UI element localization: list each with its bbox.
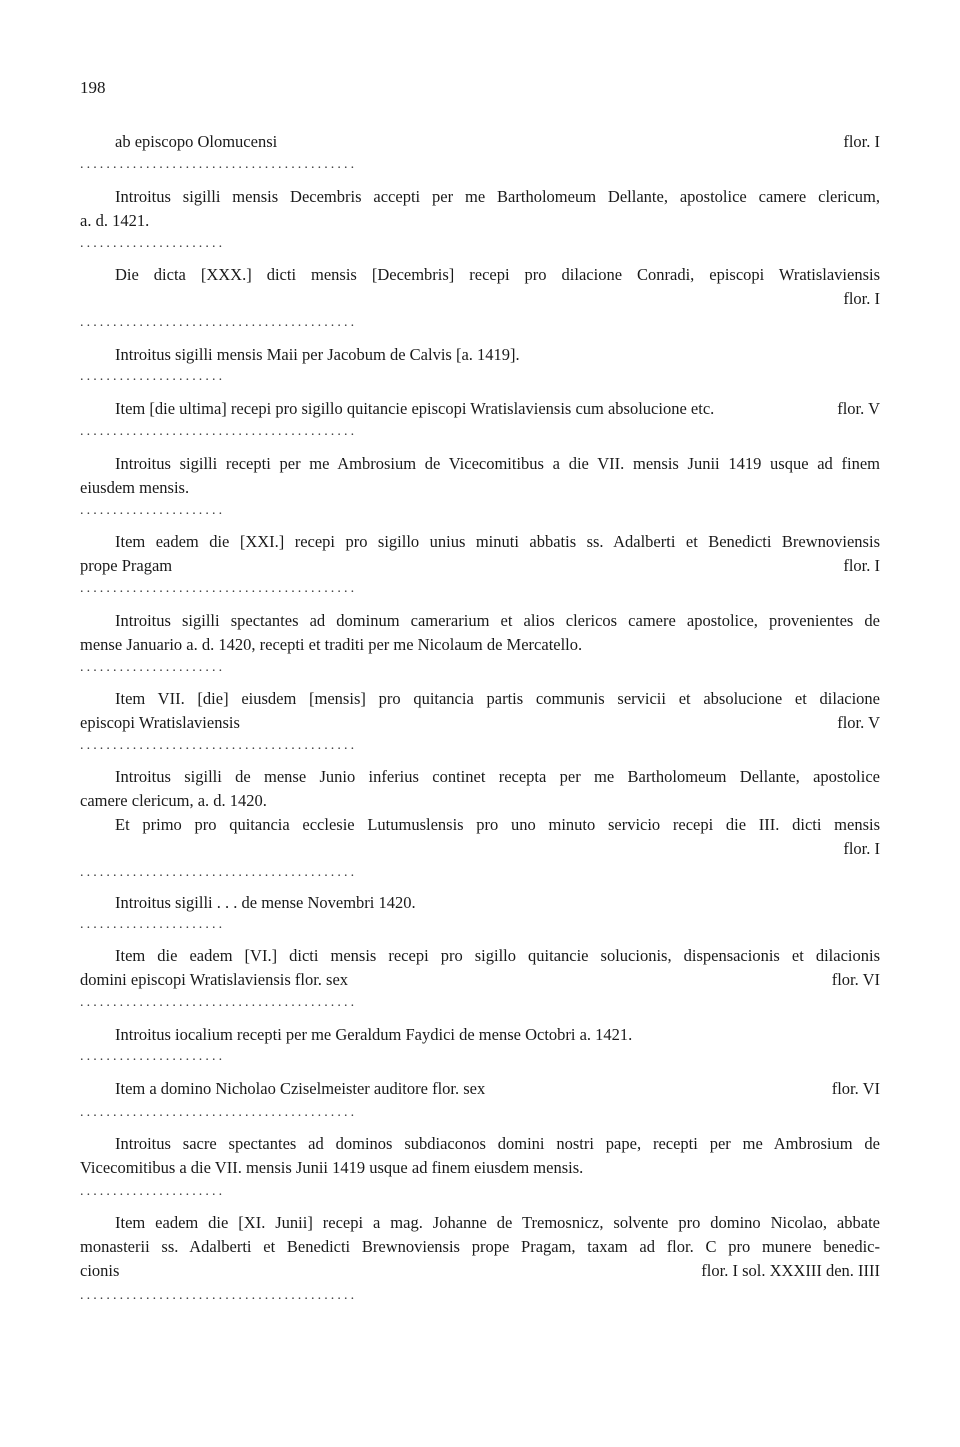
entry-line: camere clericum, a. d. 1420. — [80, 791, 267, 810]
page-number: 198 — [80, 78, 106, 97]
entry-text: Introitus sigilli . . . de mense Novembri 1420. — [115, 893, 416, 912]
dot-separator: .......................................... — [80, 581, 358, 596]
entry-amount: flor. I — [843, 556, 880, 575]
entry-line: Die dicta [XXX.] dicti mensis [Decembris] recepi pro dilacione Conradi, episcopi Wratislaviensis — [115, 265, 880, 284]
entry-7 — [80, 609, 880, 657]
entry-amount: flor. I — [843, 839, 880, 858]
entry-line: monasterii ss. Adalberti et Benedicti Brewnoviensis prope Pragam, taxam ad flor. C pro munere benedic- — [80, 1237, 880, 1256]
dot-separator: .......................................... — [80, 995, 358, 1010]
entry-4 — [80, 397, 880, 421]
entry-line: cionis — [80, 1261, 120, 1280]
entry-amount: flor. V — [837, 713, 880, 732]
entry-text: Introitus iocalium recepti per me Geraldum Faydici de mense Octobri a. 1421. — [115, 1025, 633, 1044]
entry-0 — [80, 130, 880, 154]
entry-text: Item a domino Nicholao Cziselmeister auditore flor. sex — [115, 1079, 486, 1098]
entry-1 — [80, 185, 880, 233]
entry-9 — [80, 765, 880, 861]
entry-line: mense Januario a. d. 1420, recepti et traditi per me Nicolaum de Mercatello. — [80, 635, 583, 654]
entry-15 — [80, 1211, 880, 1283]
entry-text: Introitus sigilli mensis Maii per Jacobum de Calvis [a. 1419]. — [115, 345, 520, 364]
entry-line: Introitus sigilli spectantes ad dominum camerarium et alios clericos camere apostolice, provenientes de — [115, 611, 880, 630]
entry-line: domini episcopi Wratislaviensis flor. sex — [80, 970, 349, 989]
dot-separator: ...................... — [80, 1049, 226, 1064]
entry-line: Item VII. [die] eiusdem [mensis] pro quitancia partis communis servicii et absolucione et dilacione — [115, 689, 880, 708]
dot-separator: ...................... — [80, 1184, 226, 1199]
dot-separator: .......................................... — [80, 865, 358, 880]
dot-separator: ...................... — [80, 503, 226, 518]
entry-text: Item [die ultima] recepi pro sigillo quitancie episcopi Wratislaviensis cum absolucione etc. — [115, 399, 715, 418]
entry-12 — [80, 1023, 880, 1047]
entry-amount: flor. V — [837, 399, 880, 418]
entry-line: Item eadem die [XXI.] recepi pro sigillo unius minuti abbatis ss. Adalberti et Benedicti Brewnoviensis — [115, 532, 880, 551]
entry-5 — [80, 452, 880, 500]
entry-line: Item die eadem [VI.] dicti mensis recepi pro sigillo quitancie solucionis, dispensacionis et dilacionis — [115, 946, 880, 965]
entry-amount: flor. I — [843, 289, 880, 308]
entry-line: Et primo pro quitancia ecclesie Lutumuslensis pro uno minuto servicio recepi die III. dicti mensis — [115, 815, 880, 834]
entry-13 — [80, 1077, 880, 1101]
dot-separator: ...................... — [80, 917, 226, 932]
dot-separator: .......................................... — [80, 315, 358, 330]
dot-separator: .......................................... — [80, 738, 358, 753]
dot-separator: .......................................... — [80, 1105, 358, 1120]
entry-line: Item eadem die [XI. Junii] recepi a mag. Johanne de Tremosnicz, solvente pro domino Nicolao, abbate — [115, 1213, 880, 1232]
entry-line: eiusdem mensis. — [80, 478, 190, 497]
dot-separator: ...................... — [80, 369, 226, 384]
entry-14 — [80, 1132, 880, 1180]
entry-line: Introitus sigilli recepti per me Ambrosium de Vicecomitibus a die VII. mensis Junii 1419 usque ad finem — [115, 454, 880, 473]
entry-amount: flor. VI — [831, 970, 880, 989]
entry-6 — [80, 530, 880, 578]
entry-line: Introitus sacre spectantes ad dominos subdiaconos domini nostri pape, recepti per me Ambrosium de — [115, 1134, 880, 1153]
entry-line: a. d. 1421. — [80, 211, 150, 230]
entry-8 — [80, 687, 880, 735]
entry-line: prope Pragam — [80, 556, 173, 575]
entry-line: Introitus sigilli de mense Junio inferius continet recepta per me Bartholomeum Dellante, apostolice — [115, 767, 880, 786]
dot-separator: .......................................... — [80, 424, 358, 439]
entry-amount: flor. I sol. XXXIII den. IIII — [701, 1261, 880, 1280]
dot-separator: ...................... — [80, 660, 226, 675]
entry-text: ab episcopo Olomucensi — [115, 132, 278, 151]
dot-separator: .......................................... — [80, 1288, 358, 1303]
entry-10 — [80, 891, 880, 915]
dot-separator: .......................................... — [80, 157, 358, 172]
entry-line: Introitus sigilli mensis Decembris accepti per me Bartholomeum Dellante, apostolice camere clericum, — [115, 187, 880, 206]
entry-11 — [80, 944, 880, 992]
entry-3 — [80, 343, 880, 367]
entry-line: Vicecomitibus a die VII. mensis Junii 1419 usque ad finem eiusdem mensis. — [80, 1158, 584, 1177]
entry-line: episcopi Wratislaviensis — [80, 713, 240, 732]
entry-amount: flor. I — [843, 132, 880, 151]
entry-2 — [80, 263, 880, 311]
entry-amount: flor. VI — [831, 1079, 880, 1098]
dot-separator: ...................... — [80, 236, 226, 251]
